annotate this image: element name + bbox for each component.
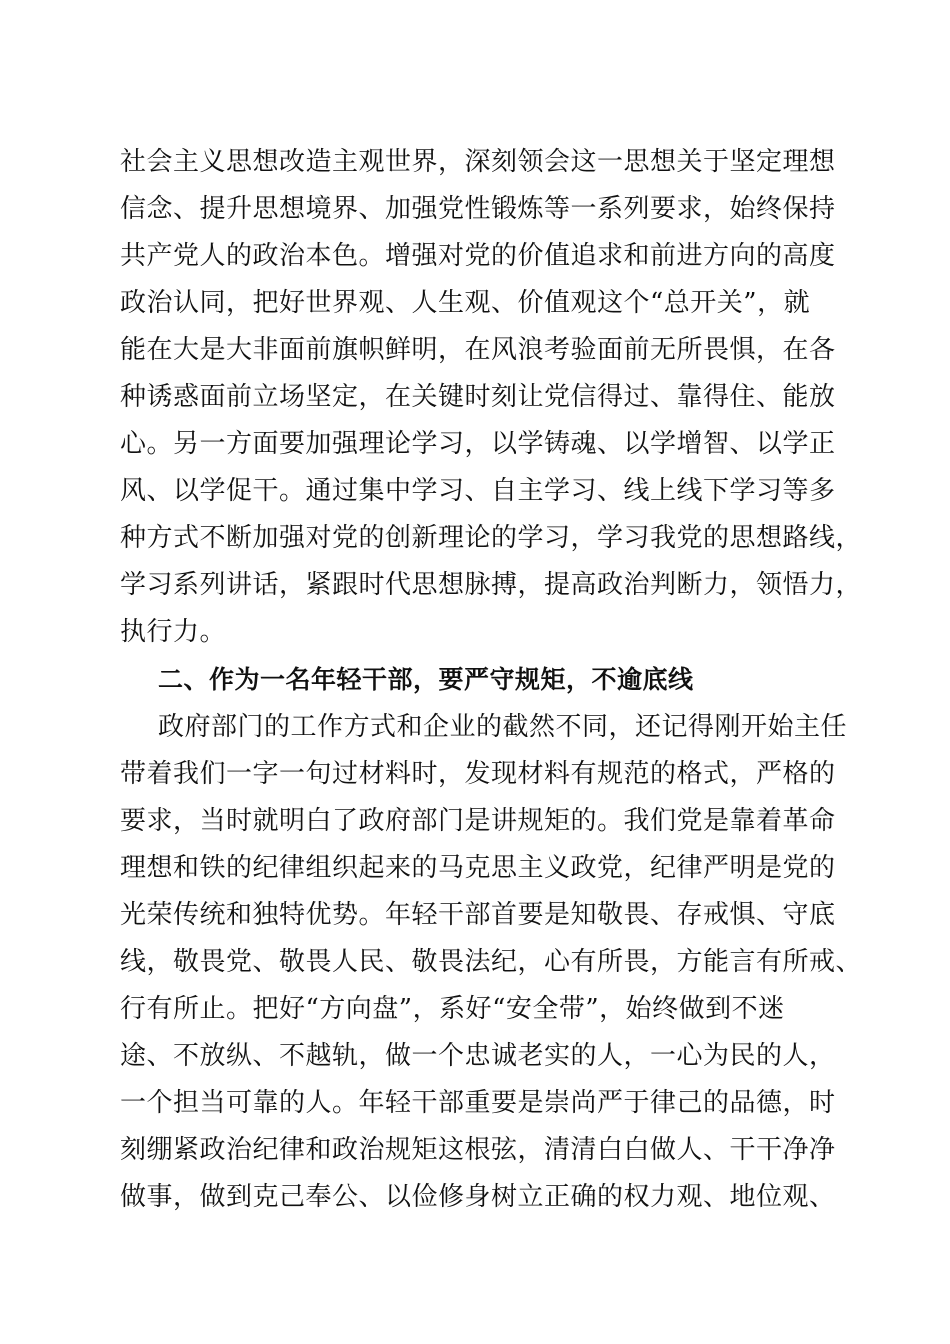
paragraph-line: 行有所止。把好“方向盘”，系好“安全带”，始终做到不迷 (120, 994, 785, 1024)
paragraph-line: 刻绷紧政治纪律和政治规矩这根弦，清清白白做人、干干净净 (120, 1135, 836, 1165)
paragraph-line: 带着我们一字一句过材料时，发现材料有规范的格式，严格的 (120, 759, 836, 789)
paragraph-line: 政治认同，把好世界观、人生观、价值观这个“总开关”，就 (120, 288, 811, 318)
paragraph-line: 信念、提升思想境界、加强党性锻炼等一系列要求，始终保持 (120, 194, 836, 224)
paragraph-line: 学习系列讲话，紧跟时代思想脉搏，提高政治判断力，领悟力， (120, 570, 863, 600)
paragraph-line: 心。另一方面要加强理论学习，以学铸魂、以学增智、以学正 (120, 429, 836, 459)
paragraph-line: 理想和铁的纪律组织起来的马克思主义政党，纪律严明是党的 (120, 853, 836, 883)
paragraph-line: 种诱惑面前立场坚定，在关键时刻让党信得过、靠得住、能放 (120, 382, 836, 412)
paragraph-line: 一个担当可靠的人。年轻干部重要是崇尚严于律己的品德，时 (120, 1088, 836, 1118)
paragraph-line: 要求，当时就明白了政府部门是讲规矩的。我们党是靠着革命 (120, 806, 836, 836)
paragraph-line: 风、以学促干。通过集中学习、自主学习、线上线下学习等多 (120, 476, 836, 506)
paragraph-line: 政府部门的工作方式和企业的截然不同，还记得刚开始主任 (158, 712, 848, 742)
section-heading: 二、作为一名年轻干部，要严守规矩，不逾底线 (158, 665, 694, 694)
paragraph-line: 线，敬畏党、敬畏人民、敬畏法纪，心有所畏，方能言有所戒、 (120, 947, 863, 977)
paragraph-line: 光荣传统和独特优势。年轻干部首要是知敬畏、存戒惧、守底 (120, 900, 836, 930)
paragraph-line: 执行力。 (120, 617, 227, 647)
paragraph-line: 做事，做到克己奉公、以俭修身树立正确的权力观、地位观、 (120, 1182, 836, 1212)
paragraph-line: 共产党人的政治本色。增强对党的价值追求和前进方向的高度 (120, 241, 836, 271)
paragraph-line: 社会主义思想改造主观世界，深刻领会这一思想关于坚定理想 (120, 147, 836, 177)
paragraph-line: 种方式不断加强对党的创新理论的学习，学习我党的思想路线， (120, 523, 863, 553)
paragraph-line: 能在大是大非面前旗帜鲜明，在风浪考验面前无所畏惧，在各 (120, 335, 836, 365)
paragraph-line: 途、不放纵、不越轨，做一个忠诚老实的人，一心为民的人， (120, 1041, 836, 1071)
